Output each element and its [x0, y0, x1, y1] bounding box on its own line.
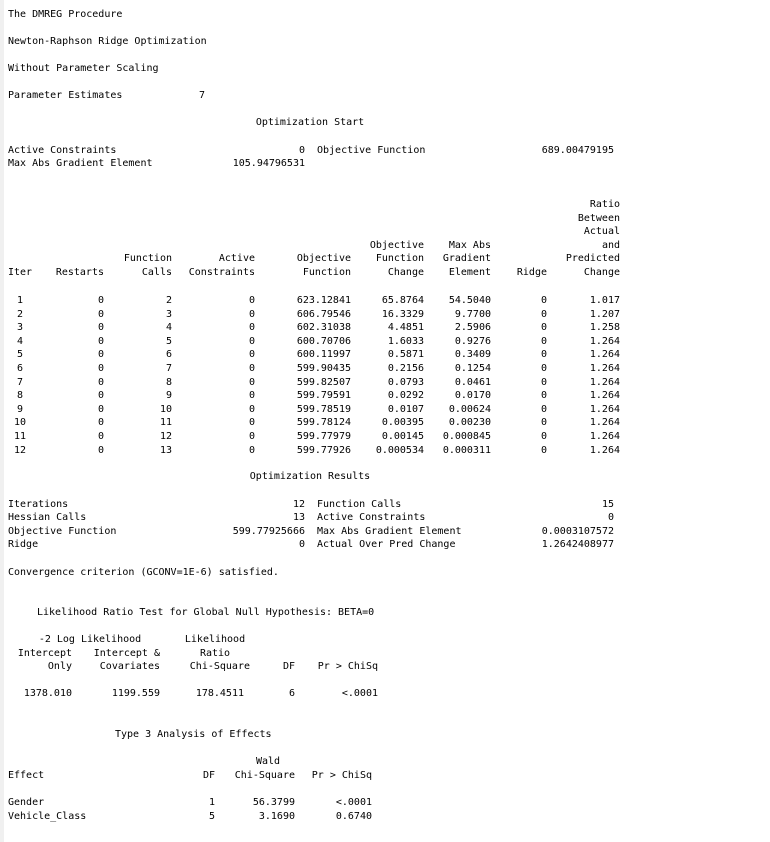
- header-objective-function-line2: Function: [302, 267, 351, 278]
- header-function-calls-line2: Calls: [141, 267, 172, 278]
- header-objective-change-line2: Function: [375, 253, 424, 265]
- iter-row-3-max-abs-gradient: 2.5906: [454, 322, 491, 334]
- iter-row-6-function-calls: 7: [165, 363, 172, 374]
- lr-p-value: <.0001: [341, 688, 378, 699]
- iter-row-11-iter: 11: [13, 431, 27, 442]
- iter-row-9-iter: 9: [16, 403, 24, 415]
- iter-row-4-iter: 4: [16, 335, 24, 347]
- iter-row-12-restarts: 0: [97, 444, 104, 456]
- iter-row-3-ridge: 0: [540, 322, 547, 334]
- header-restarts-line1: Restarts: [55, 267, 104, 278]
- iter-row-7-function-calls: 8: [165, 376, 172, 388]
- iter-row-6-restarts: 0: [97, 363, 104, 374]
- iter-row-2-objective-change: 16.3329: [381, 308, 424, 320]
- results-ridge-label: Ridge: [8, 539, 39, 550]
- header-ratio-line5: Predicted: [565, 253, 620, 265]
- type3-wald-header-line1: Wald: [255, 756, 281, 767]
- iter-row-9-ridge: 0: [540, 403, 547, 415]
- lr-chisq-value: 178.4511: [195, 688, 244, 699]
- iter-row-12-iter: 12: [13, 444, 27, 456]
- iter-row-11-max-abs-gradient: 0.000845: [442, 431, 491, 442]
- iter-row-5-function-calls: 6: [165, 349, 172, 361]
- iter-row-9-max-abs-gradient: 0.00624: [448, 403, 491, 415]
- iter-row-5-objective-function: 600.11997: [296, 349, 351, 361]
- start-objective-function-label: Objective Function: [317, 145, 426, 156]
- iter-row-2-iter: 2: [16, 308, 24, 320]
- iter-row-4-function-calls: 5: [165, 335, 172, 347]
- iter-row-6-objective-change: 0.2156: [387, 363, 424, 374]
- iter-row-8-max-abs-gradient: 0.0170: [454, 390, 491, 402]
- iter-row-5-active-constraints: 0: [248, 349, 255, 361]
- header-active-constraints-line1: Active: [218, 253, 255, 265]
- lr-df-value: 6: [288, 688, 295, 699]
- header-function-calls-line1: Function: [123, 253, 172, 265]
- iter-row-4-objective-change: 1.6033: [387, 335, 424, 347]
- header-iter-line1: Iter: [8, 267, 33, 278]
- results-objective-function-label: Objective Function: [8, 526, 117, 537]
- iter-row-11-ridge: 0: [540, 431, 547, 442]
- lr-covariates-header-line2: Covariates: [99, 661, 160, 672]
- type3-p-gender: <.0001: [335, 797, 372, 808]
- results-max-abs-gradient-label: Max Abs Gradient Element: [317, 526, 462, 537]
- header-ridge-line1: Ridge: [516, 267, 547, 278]
- iter-row-10-function-calls: 11: [159, 417, 172, 429]
- iter-row-2-max-abs-gradient: 9.7700: [454, 308, 491, 320]
- iter-row-6-ratio: 1.264: [589, 363, 620, 374]
- iter-row-4-ratio: 1.264: [589, 335, 620, 347]
- type3-df-gender: 1: [208, 797, 215, 808]
- iter-row-3-objective-change: 4.4851: [387, 322, 424, 334]
- lr-chisq-header-line2: Ratio: [199, 648, 231, 659]
- iter-row-1-objective-change: 65.8764: [381, 295, 424, 306]
- iter-row-7-objective-function: 599.82507: [296, 376, 351, 388]
- iter-row-12-objective-function: 599.77926: [296, 444, 351, 456]
- results-hessian-calls-value: 13: [292, 512, 305, 523]
- iter-row-11-function-calls: 12: [159, 431, 172, 442]
- iter-row-12-active-constraints: 0: [248, 444, 255, 456]
- header-ratio-line1: Ratio: [589, 199, 620, 210]
- lr-df-header: DF: [282, 661, 295, 672]
- iter-row-2-ratio: 1.207: [589, 308, 620, 320]
- header-ratio-line3: Actual: [583, 226, 620, 238]
- iter-row-10-objective-change: 0.00395: [381, 417, 424, 429]
- iter-row-1-max-abs-gradient: 54.5040: [448, 295, 491, 306]
- lr-group-header: -2 Log Likelihood: [38, 634, 142, 645]
- iter-row-9-objective-function: 599.78519: [296, 403, 351, 415]
- iter-row-5-max-abs-gradient: 0.3409: [454, 349, 491, 361]
- iter-row-9-function-calls: 10: [159, 403, 172, 415]
- iter-row-10-iter: 10: [13, 417, 27, 429]
- iter-row-4-active-constraints: 0: [248, 335, 255, 347]
- header-max-abs-gradient-line3: Element: [448, 267, 491, 278]
- optimization-method: Newton-Raphson Ridge Optimization: [8, 36, 207, 47]
- iter-row-9-objective-change: 0.0107: [387, 403, 424, 415]
- iter-row-10-objective-function: 599.78124: [296, 417, 351, 429]
- results-max-abs-gradient-value: 0.0003107572: [541, 526, 614, 537]
- header-ratio-line4: and: [601, 239, 620, 251]
- type3-effect-gender: Gender: [8, 797, 45, 808]
- iter-row-1-restarts: 0: [97, 295, 104, 306]
- iter-row-8-objective-change: 0.0292: [387, 390, 424, 402]
- results-objective-function-value: 599.77925666: [232, 526, 305, 537]
- iter-row-1-iter: 1: [16, 295, 24, 306]
- iter-row-3-active-constraints: 0: [248, 322, 255, 334]
- iter-row-1-ratio: 1.017: [589, 295, 620, 306]
- iter-row-10-restarts: 0: [97, 417, 104, 429]
- iter-row-5-restarts: 0: [97, 349, 104, 361]
- iter-row-12-ridge: 0: [540, 444, 547, 456]
- iter-row-10-ridge: 0: [540, 417, 547, 429]
- header-objective-change-line1: Objective: [369, 239, 424, 251]
- iter-row-6-active-constraints: 0: [248, 363, 255, 374]
- iter-row-5-ratio: 1.264: [589, 349, 620, 361]
- iter-row-8-restarts: 0: [97, 390, 104, 402]
- iter-row-1-ridge: 0: [540, 295, 547, 306]
- lr-chisq-header-line3: Chi-Square: [189, 661, 250, 672]
- results-iterations-value: 12: [292, 499, 305, 510]
- results-iterations-label: Iterations: [8, 499, 69, 510]
- iter-row-6-max-abs-gradient: 0.1254: [454, 363, 491, 374]
- results-function-calls-value: 15: [601, 499, 614, 510]
- lr-intercept-covariates-value: 1199.559: [111, 688, 160, 699]
- header-objective-change-line3: Change: [387, 267, 424, 278]
- parameter-estimates-label: Parameter Estimates: [8, 90, 123, 101]
- optimization-results-title: Optimization Results: [249, 471, 371, 482]
- type3-df-header: DF: [202, 770, 215, 781]
- type3-chisq-gender: 56.3799: [252, 797, 295, 808]
- iter-row-3-iter: 3: [16, 322, 24, 334]
- iter-row-9-ratio: 1.264: [589, 403, 620, 415]
- iter-row-12-function-calls: 13: [159, 444, 172, 456]
- iter-row-8-ratio: 1.264: [589, 390, 620, 402]
- iter-row-5-ridge: 0: [540, 349, 547, 361]
- parameter-estimates-value: 7: [198, 90, 205, 101]
- iter-row-4-objective-function: 600.70706: [296, 335, 351, 347]
- iter-row-7-active-constraints: 0: [248, 376, 255, 388]
- iter-row-9-active-constraints: 0: [248, 403, 255, 415]
- header-max-abs-gradient-line2: Gradient: [442, 253, 491, 265]
- iter-row-8-ridge: 0: [540, 390, 547, 402]
- iter-row-7-iter: 7: [16, 376, 24, 388]
- iter-row-2-restarts: 0: [97, 308, 104, 320]
- start-active-constraints-value: 0: [298, 145, 305, 156]
- iter-row-1-objective-function: 623.12841: [296, 295, 351, 306]
- type3-effect-header: Effect: [8, 770, 45, 781]
- header-max-abs-gradient-line1: Max Abs: [448, 239, 491, 251]
- iter-row-6-iter: 6: [16, 363, 24, 374]
- iter-row-8-active-constraints: 0: [248, 390, 255, 402]
- iter-row-4-ridge: 0: [540, 335, 547, 347]
- iter-row-11-ratio: 1.264: [589, 431, 620, 442]
- iter-row-12-max-abs-gradient: 0.000311: [442, 444, 491, 456]
- iter-row-11-restarts: 0: [97, 431, 104, 442]
- start-objective-function-value: 689.00479195: [541, 145, 614, 156]
- type3-p-header: Pr > ChiSq: [311, 770, 372, 781]
- iter-row-9-restarts: 0: [97, 403, 104, 415]
- iter-row-8-iter: 8: [16, 390, 24, 402]
- iter-row-11-objective-change: 0.00145: [381, 431, 424, 442]
- results-active-constraints-label: Active Constraints: [317, 512, 426, 523]
- lr-intercept-header-line2: Only: [47, 661, 72, 672]
- iter-row-7-objective-change: 0.0793: [387, 376, 424, 388]
- lr-test-title: Likelihood Ratio Test for Global Null Hypothesis: BETA=0: [37, 607, 375, 618]
- iter-row-4-restarts: 0: [97, 335, 104, 347]
- lr-p-header: Pr > ChiSq: [317, 661, 378, 672]
- results-actual-over-pred-value: 1.2642408977: [541, 539, 614, 550]
- optimization-start-title: Optimization Start: [255, 117, 365, 128]
- start-max-abs-gradient-value: 105.94796531: [232, 158, 305, 169]
- iter-row-8-objective-function: 599.79591: [296, 390, 351, 402]
- convergence-message: Convergence criterion (GCONV=1E-6) satisfied.: [8, 567, 279, 578]
- iter-row-1-active-constraints: 0: [248, 295, 255, 306]
- type3-p-vehicle-class: 0.6740: [335, 811, 372, 822]
- iter-row-10-ratio: 1.264: [589, 417, 620, 429]
- lr-covariates-header-line1: Intercept &: [93, 648, 160, 659]
- iter-row-3-ratio: 1.258: [589, 322, 620, 334]
- procedure-title: The DMREG Procedure: [8, 9, 123, 20]
- type3-df-vehicle-class: 5: [208, 811, 215, 822]
- start-max-abs-gradient-label: Max Abs Gradient Element: [8, 158, 153, 169]
- iter-row-5-iter: 5: [16, 349, 24, 361]
- start-active-constraints-label: Active Constraints: [8, 145, 117, 156]
- scaling-note: Without Parameter Scaling: [8, 63, 159, 74]
- header-objective-function-line1: Objective: [296, 253, 351, 265]
- iter-row-6-objective-function: 599.90435: [296, 363, 351, 374]
- iter-row-3-function-calls: 4: [165, 322, 172, 334]
- results-actual-over-pred-label: Actual Over Pred Change: [317, 539, 456, 550]
- results-function-calls-label: Function Calls: [317, 499, 402, 510]
- header-ratio-line2: Between: [577, 212, 620, 224]
- iter-row-10-active-constraints: 0: [248, 417, 255, 429]
- iter-row-5-objective-change: 0.5871: [387, 349, 424, 361]
- results-ridge-value: 0: [298, 539, 305, 550]
- lr-intercept-only-value: 1378.010: [23, 688, 72, 699]
- lr-chisq-header-line1: Likelihood: [184, 634, 246, 645]
- iter-row-3-objective-function: 602.31038: [296, 322, 351, 334]
- iter-row-11-objective-function: 599.77979: [296, 431, 351, 442]
- iter-row-3-restarts: 0: [97, 322, 104, 334]
- iter-row-7-max-abs-gradient: 0.0461: [454, 376, 491, 388]
- iter-row-2-ridge: 0: [540, 308, 547, 320]
- results-active-constraints-value: 0: [607, 512, 614, 523]
- iter-row-12-objective-change: 0.000534: [375, 444, 424, 456]
- iter-row-4-max-abs-gradient: 0.9276: [454, 335, 491, 347]
- iter-row-2-function-calls: 3: [165, 308, 172, 320]
- iter-row-6-ridge: 0: [540, 363, 547, 374]
- iter-row-2-objective-function: 606.79546: [296, 308, 351, 320]
- iter-row-10-max-abs-gradient: 0.00230: [448, 417, 491, 429]
- type3-chisq-vehicle-class: 3.1690: [258, 811, 295, 822]
- iter-row-2-active-constraints: 0: [248, 308, 255, 320]
- type3-title: Type 3 Analysis of Effects: [115, 729, 272, 740]
- iter-row-11-active-constraints: 0: [248, 431, 255, 442]
- iter-row-7-ridge: 0: [540, 376, 547, 388]
- results-hessian-calls-label: Hessian Calls: [8, 512, 87, 523]
- iter-row-12-ratio: 1.264: [589, 444, 620, 456]
- header-active-constraints-line2: Constraints: [188, 267, 255, 278]
- iter-row-8-function-calls: 9: [165, 390, 172, 402]
- type3-effect-vehicle-class: Vehicle_Class: [8, 811, 87, 822]
- iter-row-1-function-calls: 2: [165, 295, 172, 306]
- header-ratio-line6: Change: [583, 267, 620, 278]
- lr-intercept-header-line1: Intercept: [17, 648, 72, 659]
- iter-row-7-restarts: 0: [97, 376, 104, 388]
- type3-wald-header-line2: Chi-Square: [234, 770, 295, 781]
- iter-row-7-ratio: 1.264: [589, 376, 620, 388]
